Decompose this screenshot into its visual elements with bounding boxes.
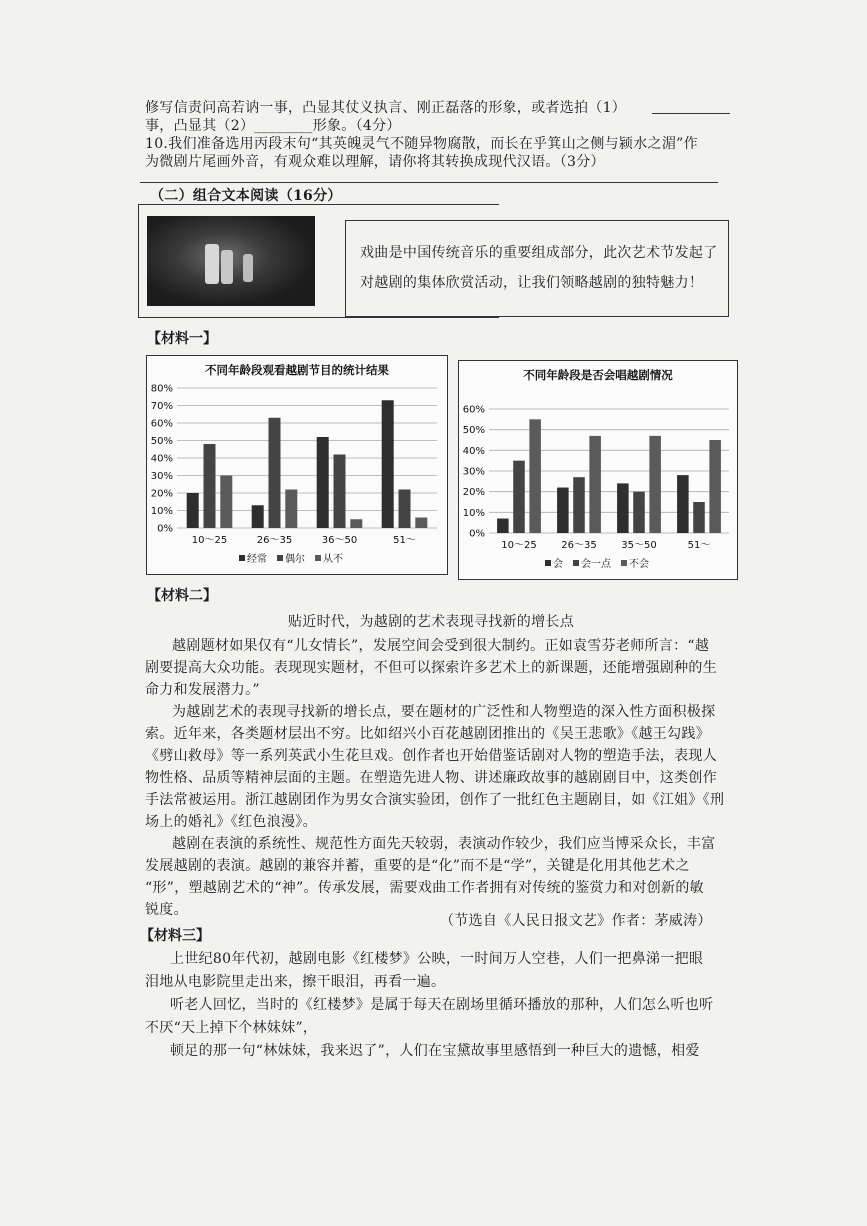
- material-2-line-3: 命力和发展潜力。”: [145, 682, 260, 698]
- chart-1-legend-label: 经常: [247, 554, 267, 565]
- chart-2-xtick: 35～50: [621, 540, 657, 551]
- material-2-line-1: 越剧题材如果仅有“儿女情长”，发展空间会受到很大制约。正如袁雪芬老师所言：“越: [172, 638, 710, 654]
- material-3-line-2: 泪地从电影院里走出来，擦干眼泪，再看一遍。: [145, 974, 446, 990]
- material-3-line-3: 听老人回忆，当时的《红楼梦》是属于每天在剧场里循环播放的那种，人们怎么听也听: [170, 997, 714, 1013]
- chart-1-bar: [252, 505, 264, 528]
- chart-1-ytick: 0%: [157, 523, 173, 535]
- chart-1-legend-swatch: [315, 555, 321, 561]
- chart-1-title: 不同年龄段观看越剧节目的统计结果: [205, 363, 389, 377]
- question-line-1: 修写信责问高若讷一事，凸显其仗义执言、刚正磊落的形象，或者选拍（1）: [145, 100, 627, 116]
- chart-2-bar: [573, 477, 585, 533]
- chart-1-ytick: 10%: [150, 506, 173, 517]
- chart-1-bar: [220, 476, 232, 529]
- chart-2-bar: [529, 419, 541, 533]
- material-2-source: （节选自《人民日报文艺》作者：茅威涛）: [440, 913, 712, 929]
- intro-text-box: [345, 220, 729, 317]
- chart-1-ytick: 50%: [150, 436, 173, 447]
- chart-2-legend-label: 会一点: [581, 559, 611, 570]
- opera-stage-photo: [147, 216, 315, 306]
- chart-2-bar: [709, 440, 721, 533]
- chart-2-legend-label: 不会: [629, 559, 649, 570]
- chart-1-bar: [334, 455, 346, 529]
- chart-1-bar: [285, 490, 297, 529]
- material-3-line-1: 上世纪80年代初，越剧电影《红楼梦》公映，一时间万人空巷，人们一把鼻涕一把眼: [170, 951, 704, 967]
- chart-1-xtick: 10～25: [191, 535, 228, 546]
- material-2-line-12: “形”，塑越剧艺术的“神”。传承发展，需要戏曲工作者拥有对传统的鉴赏力和对创新的敏: [145, 880, 704, 896]
- chart-2-ytick: 10%: [462, 507, 485, 519]
- chart-1-svg: [147, 356, 447, 574]
- chart-2-bar: [617, 483, 629, 533]
- material-2-line-10: 越剧在表演的系统性、规范性方面先天较弱，表演动作较少，我们应当博采众长，丰富: [172, 836, 716, 852]
- chart-2-ytick: 20%: [462, 487, 485, 499]
- chart-1-legend-label: 偶尔: [285, 554, 305, 565]
- chart-1-xtick: 36～50: [321, 535, 358, 546]
- chart-1-bar: [415, 518, 427, 529]
- chart-1-ytick: 20%: [150, 488, 173, 500]
- material-2-line-6: 《劈山救母》等一系列英武小生花旦戏。创作者也开始借鉴话剧对人物的塑造手法，表现人: [145, 748, 717, 764]
- chart-1-bar: [399, 490, 411, 529]
- chart-2-bar: [589, 436, 601, 533]
- material-2-line-5: 索。近年来，各类题材层出不穷。比如绍兴小百花越剧团推出的《吴王悲歌》《越王勾践》: [145, 726, 710, 742]
- chart-2-ytick: 60%: [462, 404, 485, 416]
- question-line-2: 事，凸显其（2）________形象。（4分）: [145, 118, 401, 134]
- chart-1-legend-swatch: [277, 555, 283, 561]
- material-2-title: 贴近时代，为越剧的艺术表现寻找新的增长点: [288, 614, 574, 630]
- chart-2-xtick: 51～: [687, 540, 711, 551]
- chart-1-bar: [382, 400, 394, 528]
- chart-2-ytick: 40%: [462, 445, 485, 457]
- chart-1-bar: [317, 437, 329, 528]
- chart-1-bar: [187, 493, 199, 528]
- material-2-line-9: 场上的婚礼》《红色浪漫》。: [145, 814, 317, 830]
- question-10-line-2: 为微剧片尾画外音，有观众难以理解，请你将其转换成现代汉语。（3分）: [145, 154, 605, 170]
- material-2-line-7: 物性格、品质等精神层面的主题。在塑造先进人物、讲述廉政故事的越剧剧目中，这类创作: [145, 770, 717, 786]
- chart-1-bar: [350, 519, 362, 528]
- section-title: （二）组合文本阅读（16分）: [150, 188, 342, 204]
- chart-1-ytick: 60%: [150, 418, 173, 430]
- chart-2-legend-swatch: [573, 560, 579, 566]
- chart-2-bar: [497, 519, 509, 533]
- material-3-line-5: 顿足的那一句“林妹妹，我来迟了”，人们在宝黛故事里感悟到一种巨大的遗憾，相爱: [170, 1043, 700, 1059]
- material-2-line-8: 手法常被运用。浙江越剧团作为男女合演实验团，创作了一批红色主题剧目，如《江姐》《刑: [145, 792, 725, 808]
- chart-1-frame: [146, 355, 448, 575]
- chart-1-bar: [269, 418, 281, 528]
- chart-2-legend-swatch: [545, 560, 551, 566]
- intro-text-line-2: 对越剧的集体欣赏活动，让我们领略越剧的独特魅力！: [360, 275, 704, 291]
- material-1-label: 【材料一】: [147, 331, 217, 347]
- chart-1-ytick: 80%: [150, 383, 173, 395]
- chart-1-xtick: 26～35: [256, 535, 293, 546]
- chart-2-ytick: 0%: [469, 528, 485, 540]
- chart-1-legend-label: 从不: [323, 554, 343, 565]
- material-2-label: 【材料二】: [147, 588, 217, 604]
- chart-2-legend-label: 会: [553, 559, 563, 570]
- material-3-line-4: 不厌“天上掉下个林妹妹”，: [145, 1020, 318, 1036]
- chart-2-bar: [557, 488, 569, 533]
- chart-2-xtick: 10～25: [501, 540, 537, 551]
- chart-2-frame: [458, 360, 738, 580]
- intro-text-line-1: 戏曲是中国传统音乐的重要组成部分，此次艺术节发起了: [360, 245, 718, 261]
- chart-2-title: 不同年龄段是否会唱越剧情况: [523, 368, 673, 382]
- chart-2-ytick: 50%: [462, 425, 485, 437]
- material-2-line-11: 发展越剧的表演。越剧的兼容并蓄，重要的是“化”而不是“学”，关键是化用其他艺术之: [145, 858, 690, 874]
- chart-1-ytick: 40%: [150, 453, 173, 465]
- chart-1-ytick: 70%: [150, 401, 173, 412]
- chart-2-bar: [693, 502, 705, 533]
- material-2-line-2: 剧要提高大众功能。表现现实题材，不但可以探索许多艺术上的新课题，还能增强剧种的生: [145, 660, 717, 676]
- answer-blank-1: [652, 113, 730, 114]
- chart-2-legend-swatch: [621, 560, 627, 566]
- chart-1-legend-swatch: [239, 555, 245, 561]
- chart-1-xtick: 51～: [393, 535, 416, 546]
- question-10-line-1: 10.我们准备选用丙段末句“其英魄灵气不随异物腐散，而长在乎箕山之侧与颍水之湄”作: [145, 136, 698, 152]
- chart-1-ytick: 30%: [150, 471, 173, 482]
- chart-2-bar: [633, 492, 645, 533]
- chart-1-bar: [204, 444, 216, 528]
- chart-2-xtick: 26～35: [561, 540, 597, 551]
- chart-2-bar: [649, 436, 661, 533]
- material-2-line-4: 为越剧艺术的表现寻找新的增长点，要在题材的广泛性和人物塑造的深入性方面积极探: [172, 704, 716, 720]
- chart-2-bar: [677, 475, 689, 533]
- material-2-line-13: 锐度。: [145, 902, 188, 918]
- material-3-label: 【材料三】: [140, 928, 210, 944]
- section-divider: [140, 182, 718, 183]
- chart-2-ytick: 30%: [462, 466, 485, 478]
- chart-2-bar: [513, 461, 525, 533]
- chart-2-svg: [459, 361, 737, 579]
